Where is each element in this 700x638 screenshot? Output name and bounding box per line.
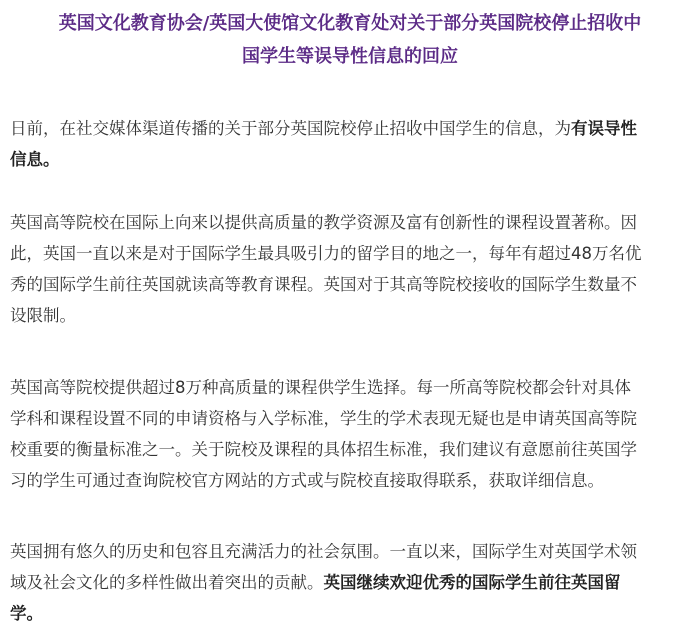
paragraph-line	[10, 567, 700, 598]
text-run: 域及社会文化的多样性做出着突出的贡献。	[10, 573, 324, 592]
paragraph-line: 英国高等院校在国际上向来以提供高质量的教学资源及富有创新性的课程设置著称。因	[10, 213, 637, 232]
paragraph-line: 习的学生可通过查询院校官方网站的方式或与院校直接取得联系，获取详细信息。	[10, 471, 604, 490]
paragraph-line	[10, 536, 700, 567]
article-title-line-1: 英国文化教育协会/英国大使馆文化教育处对关于部分英国院校停止招收中	[58, 13, 642, 34]
paragraph-line	[10, 598, 700, 629]
paragraph-line: 学科和课程设置不同的申请资格与入学标准，学生的学术表现无疑也是申请英国高等院	[10, 409, 637, 428]
paragraph-3	[10, 372, 700, 496]
paragraph-1	[10, 113, 700, 175]
paragraph-line: 此，英国一直以来是对于国际学生最具吸引力的留学目的地之一，每年有超过48万名优	[10, 244, 642, 263]
paragraph-line: 设限制。	[10, 306, 76, 325]
bold-text-run: 英国继续欢迎优秀的国际学生前往英国留	[323, 573, 621, 592]
article-title-line-2: 国学生等误导性信息的回应	[242, 46, 458, 67]
paragraph-line	[10, 144, 700, 175]
paragraph-line	[10, 113, 700, 144]
text-run: 日前，在社交媒体渠道传播的关于部分英国院校停止招收中国学生的信息，为	[10, 119, 571, 138]
bold-text-run: 学。	[10, 604, 43, 623]
paragraph-line: 秀的国际学生前往英国就读高等教育课程。英国对于其高等院校接收的国际学生数量不	[10, 275, 637, 294]
paragraph-line: 校重要的衡量标准之一。关于院校及课程的具体招生标准，我们建议有意愿前往英国学	[10, 440, 637, 459]
bold-text-run: 信息。	[10, 150, 60, 169]
bold-text-run: 有误导性	[571, 119, 637, 138]
text-run: 英国拥有悠久的历史和包容且充满活力的社会氛围。一直以来，国际学生对英国学术领	[10, 542, 637, 561]
paragraph-line: 英国高等院校提供超过8万种高质量的课程供学生选择。每一所高等院校都会针对具体	[10, 378, 631, 397]
paragraph-4	[10, 536, 700, 629]
paragraph-2	[10, 207, 700, 331]
